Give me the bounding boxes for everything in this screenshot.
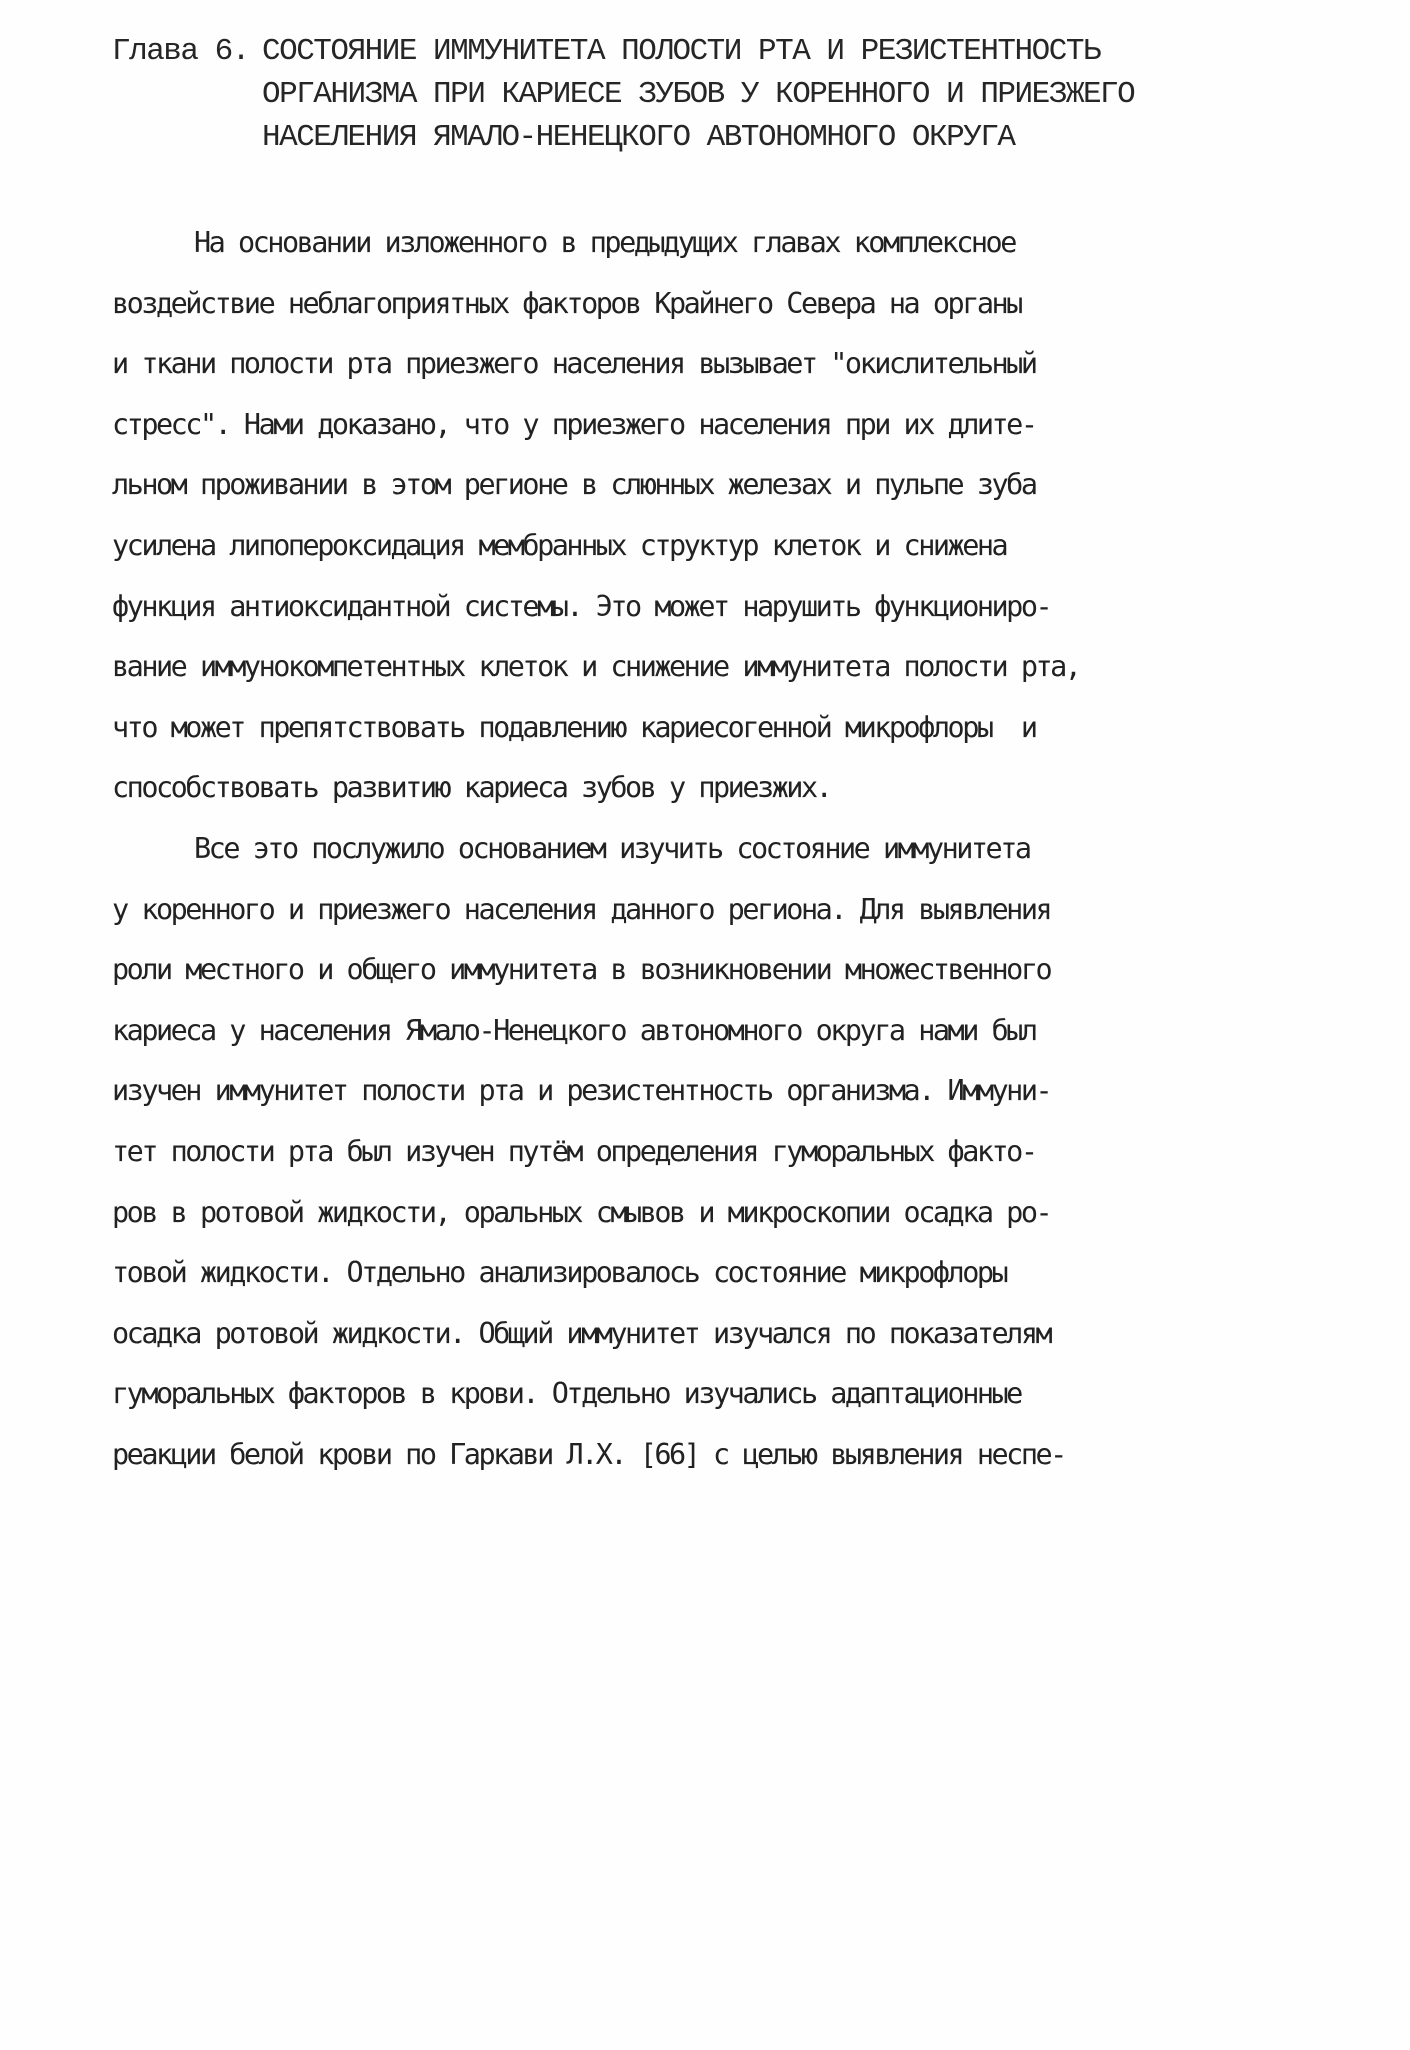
text-line: товой жидкости. Отдельно анализировалось состояние микрофлоры	[112, 1256, 1007, 1290]
text-line: что может препятствовать подавлению кариесогенной микрофлоры и	[112, 710, 1036, 744]
text-line: изучен иммунитет полости рта и резистентность организма. Иммуни-	[112, 1074, 1051, 1108]
chapter-label: Глава 6.	[112, 34, 249, 69]
text-line: На основании изложенного в предыдущих главах комплексное	[194, 226, 1015, 259]
text-line: у коренного и приезжего населения данного региона. Для выявления	[112, 892, 1051, 926]
chapter-heading	[112, 30, 1332, 159]
text-line: гуморальных факторов в крови. Отдельно изучались адаптационные	[112, 1377, 1021, 1411]
heading-line-2	[112, 73, 1332, 116]
text-line: льном проживании в этом регионе в слюнных железах и пульпе зуба	[112, 468, 1036, 502]
text-line: роли местного и общего иммунитета в возникновении множественного	[112, 953, 1051, 987]
text-line: вание иммунокомпетентных клеток и снижение иммунитета полости рта,	[112, 650, 1080, 684]
text-line: стресс". Нами доказано, что у приезжего населения при их длите-	[112, 407, 1036, 441]
heading-text-3: НАСЕЛЕНИЯ ЯМАЛО-НЕНЕЦКОГО АВТОНОМНОГО ОКРУГА	[262, 120, 1015, 155]
body-text	[112, 213, 1322, 1485]
text-line: Все это послужило основанием изучить состояние иммунитета	[194, 831, 1030, 865]
heading-text-1: СОСТОЯНИЕ ИММУНИТЕТА ПОЛОСТИ РТА И РЕЗИСТЕНТНОСТЬ	[262, 34, 1101, 69]
text-line: ров в ротовой жидкости, оральных смывов и микроскопии осадка ро-	[112, 1195, 1051, 1229]
heading-line-1	[112, 30, 1332, 73]
paragraph-1	[112, 213, 1322, 819]
text-line: кариеса у населения Ямало-Ненецкого автономного округа нами был	[112, 1013, 1036, 1047]
heading-text-2: ОРГАНИЗМА ПРИ КАРИЕСЕ ЗУБОВ У КОРЕННОГО И ПРИЕЗЖЕГО	[262, 77, 1135, 112]
text-line: и ткани полости рта приезжего населения вызывает "окислительный	[112, 347, 1036, 381]
text-line: способствовать развитию кариеса зубов у приезжих.	[112, 771, 831, 805]
text-line: воздействие неблагоприятных факторов Крайнего Севера на органы	[112, 286, 1021, 320]
text-line: осадка ротовой жидкости. Общий иммунитет изучался по показателям	[112, 1316, 1051, 1350]
paragraph-2	[112, 819, 1322, 1486]
heading-line-3	[112, 116, 1332, 159]
text-line: усилена липопероксидация мембранных структур клеток и снижена	[112, 528, 1007, 562]
text-line: тет полости рта был изучен путём определения гуморальных факто-	[112, 1134, 1036, 1168]
text-line: реакции белой крови по Гаркави Л.Х. [66] с целью выявления неспе-	[112, 1437, 1065, 1471]
text-line: функция антиоксидантной системы. Это может нарушить функциониро-	[112, 589, 1051, 623]
